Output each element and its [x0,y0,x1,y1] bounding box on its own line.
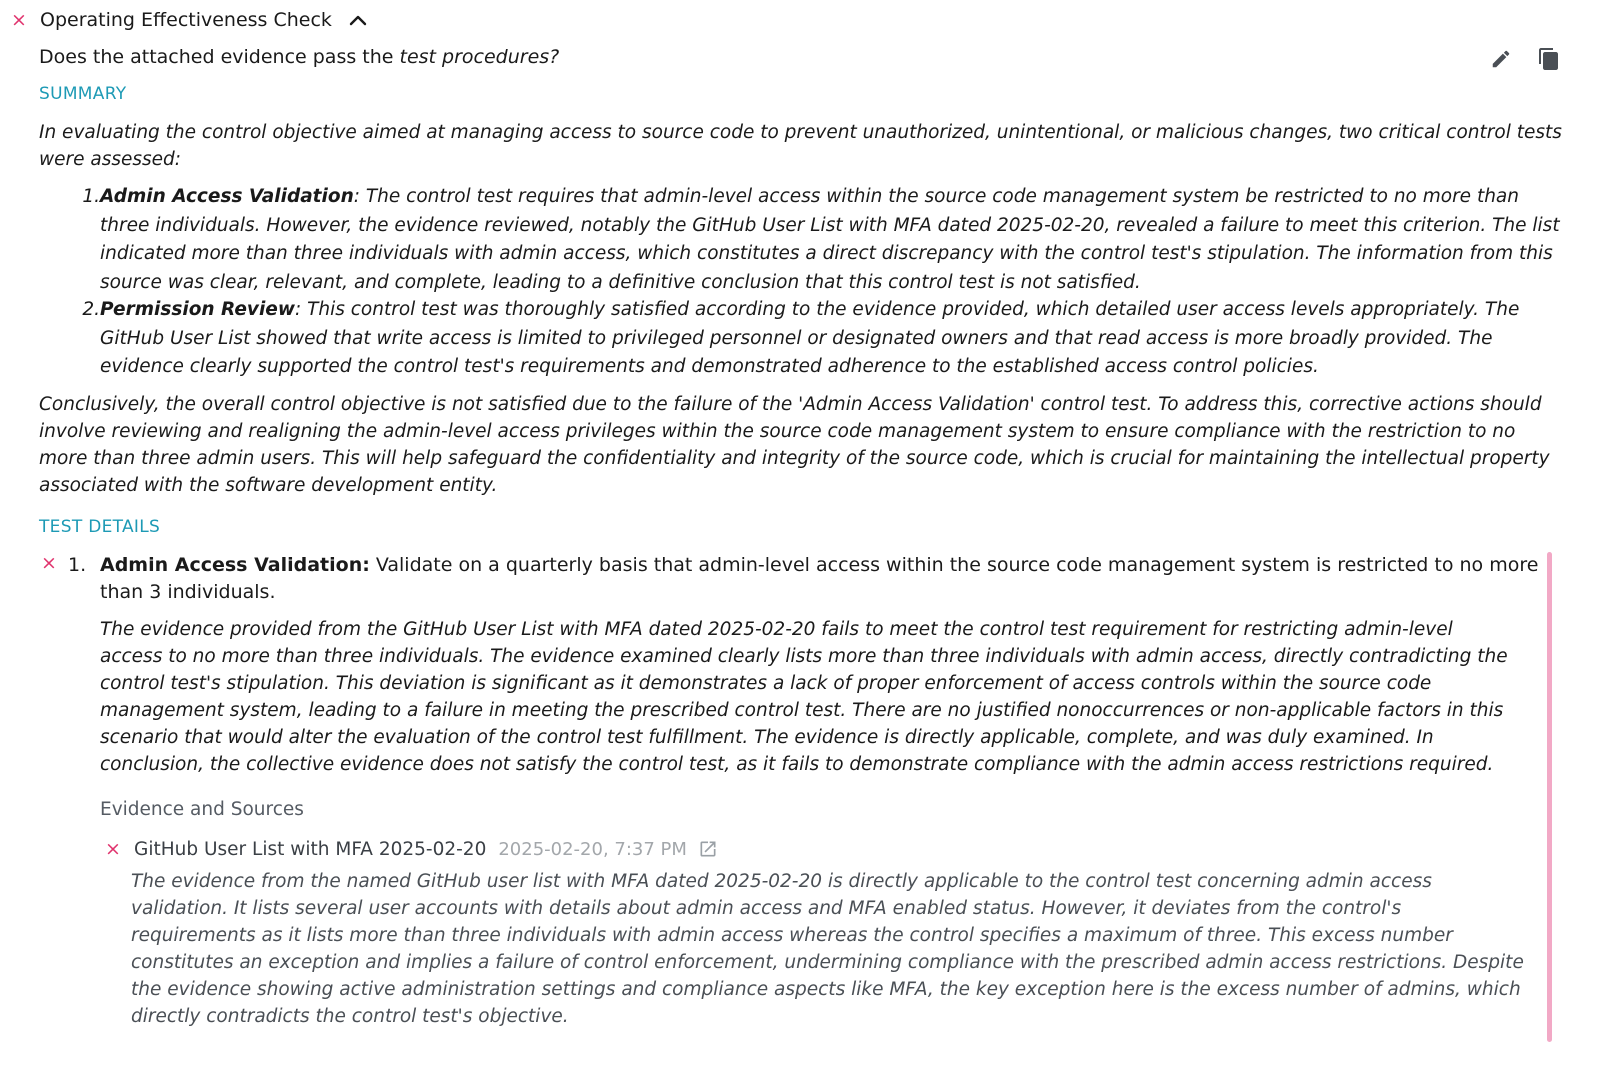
chevron-up-icon [349,14,367,26]
test-header [100,552,1550,606]
evidence-heading: Evidence and Sources [100,799,304,820]
evidence-source [104,836,719,862]
check-question [39,46,559,68]
list-item-body [100,296,1570,382]
check-title: Operating Effectiveness Check [40,9,332,31]
edit-button[interactable] [1488,46,1514,72]
copy-button[interactable] [1536,46,1562,72]
external-link-icon [698,839,718,859]
fail-status-icon: × [41,552,57,574]
list-item-name: Permission Review [100,299,295,320]
summary-list-item [70,296,1570,377]
fail-status-icon: × [105,837,121,860]
pencil-icon [1490,48,1512,70]
fail-status-icon: × [11,8,27,31]
list-item-body [100,183,1570,297]
copy-icon [1537,47,1561,71]
summary-conclusion: Conclusively, the overall control objective is not satisfied due to the failure of the 'Admin Access Validation' control test. To address this, corrective actions should involve reviewing and realigning the admin-level access privileges within the source code management system to ensure compliance with the restriction to no more than three admin users. This will help safeguard the confidentiality and integrity of the source code, which is crucial for maintaining the intellectual property associated with the software development entity. [39,394,1550,496]
list-item-name: Admin Access Validation [100,186,354,207]
source-description: The evidence from the named GitHub user list with MFA dated 2025-02-20 is directly applicable to the control test concerning admin access validation. It lists several user accounts with details about admin access and MFA enabled status. However, it deviates from the control's requirements as it lists more than three individuals with admin access whereas the control specifies a maximum of three. This excess number constitutes an exception and implies a failure of control enforcement, undermining compliance with the prescribed admin access restrictions. Despite the evidence showing active administration settings and compliance aspects like MFA, the key exception here is the excess number of admins, which directly contradicts the control test's objective. [131,871,1524,1027]
test-name: Admin Access Validation: [100,554,370,576]
collapse-button[interactable] [346,8,370,32]
open-source-link[interactable] [697,838,719,860]
test-details-heading: TEST DETAILS [39,517,161,537]
test-description: Validate on a quarterly basis that admin-level access within the source code management system is restricted to no more than 3 individuals. [100,554,1539,603]
test-analysis: The evidence provided from the GitHub User List with MFA dated 2025-02-20 fails to meet the control test requirement for restricting admin-level access to no more than three individuals. The evidence examined clearly lists more than three individuals with admin access, directly contradicting the control test's stipulation. This deviation is significant as it demonstrates a lack of proper enforcement of access controls within the source code management system, leading to a failure in meeting the prescribed control test. There are no justified nonoccurrences or non-applicable factors in this scenario that would alter the evaluation of the control test fulfillment. The evidence is directly applicable, complete, and was duly examined. In conclusion, the collective evidence does not satisfy the control test, as it fails to demonstrate compliance with the admin access restrictions required. [100,619,1508,775]
check-header [10,6,370,34]
question-prefix: Does the attached evidence pass the [39,46,400,68]
list-item-text: : The control test requires that admin-level access within the source code management system be restricted to no more than three individuals. However, the evidence reviewed, notably the GitHub User List with MFA dated 2025-02-20, revealed a failure to meet this criterion. The list indicated more than three individuals with admin access, which constitutes a direct discrepancy with the control test's stipulation. The information from this source was clear, relevant, and complete, leading to a definitive conclusion that this control test is not satisfied. [100,186,1560,293]
test-number: 1. [68,554,87,576]
source-title: GitHub User List with MFA 2025-02-20 [134,838,487,860]
summary-list-item [70,183,1570,293]
question-emphasis: test procedures? [399,46,560,68]
source-date: 2025-02-20, 7:37 PM [498,838,687,860]
list-item-number: 2. [82,299,100,320]
scrollbar-thumb[interactable] [1547,552,1552,1042]
list-item-text: : This control test was thoroughly satisfied according to the evidence provided, which detailed user access levels appropriately. The GitHub User List showed that write access is limited to privileged personnel or designated owners and that read access is more broadly provided. The evidence clearly supported the control test's requirements and demonstrated adherence to the established access control policies. [100,299,1520,377]
toolbar [1488,46,1562,72]
list-item-number: 1. [82,186,100,207]
summary-heading: SUMMARY [39,84,127,104]
summary-intro: In evaluating the control objective aimed at managing access to source code to prevent unauthorized, unintentional, or malicious changes, two critical control tests were assessed: [39,122,1562,170]
